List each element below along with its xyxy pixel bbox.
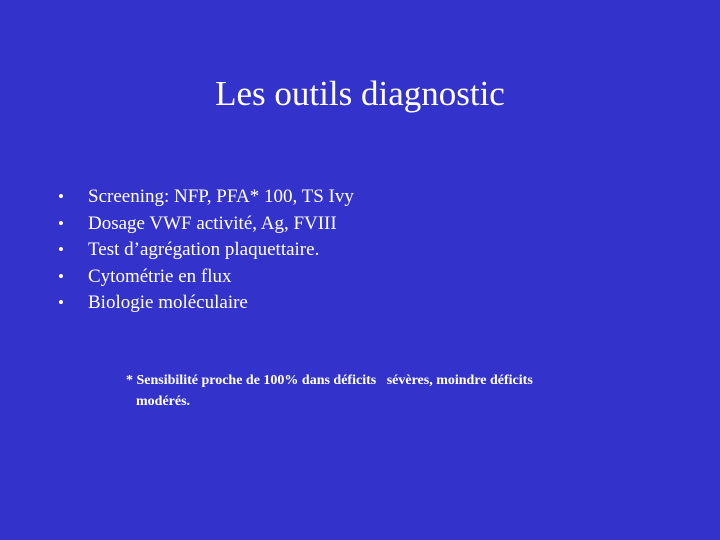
bullet-item-dosage: [58, 211, 354, 238]
bullet-item-cytometry: [58, 264, 354, 291]
bullet-text: Dosage VWF activité, Ag, FVIII: [88, 212, 337, 234]
bullet-text: Test d’agrégation plaquettaire.: [88, 239, 320, 260]
bullet-icon: •: [58, 293, 64, 312]
bullet-icon: •: [58, 266, 64, 286]
bullet-text: Cytométrie en flux: [88, 265, 232, 287]
footnote: [126, 370, 626, 412]
footnote-line-1: * Sensibilité proche de 100% dans déficits sévères, moindre déficits: [126, 373, 533, 388]
bullet-item-screening: [58, 184, 354, 211]
bullet-list: [58, 184, 354, 317]
bullet-item-molecular: [58, 290, 354, 317]
slide-title: Les outils diagnostic: [215, 74, 505, 113]
bullet-text: Screening: NFP, PFA* 100, TS Ivy: [88, 186, 354, 207]
bullet-text: Biologie moléculaire: [88, 292, 248, 313]
footnote-line-2: modérés.: [136, 394, 191, 409]
bullet-item-aggregation: [58, 237, 354, 264]
bullet-icon: •: [58, 240, 64, 259]
bullet-icon: •: [58, 187, 64, 206]
bullet-icon: •: [58, 213, 64, 233]
